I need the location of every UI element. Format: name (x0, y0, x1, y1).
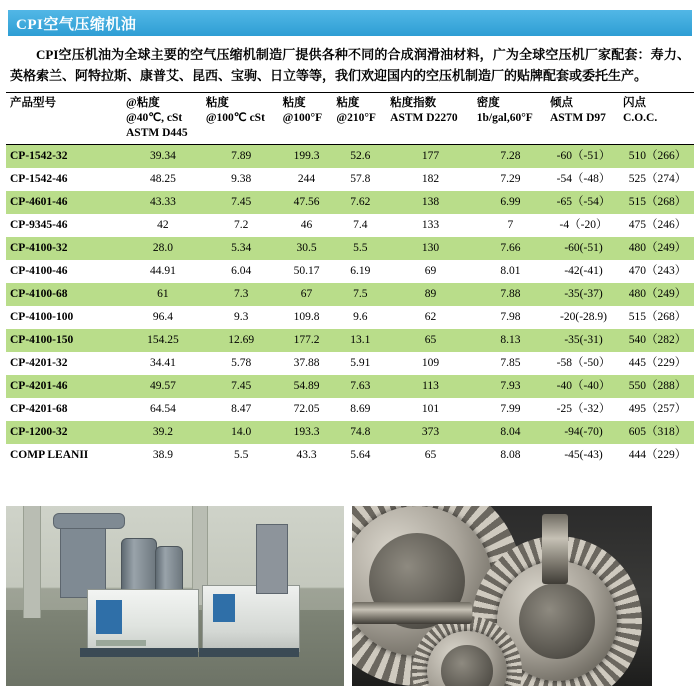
cell-visc-index: 182 (386, 168, 473, 191)
cell-visc-40c: 44.91 (122, 260, 202, 283)
cell-flash-point: 495（257） (619, 398, 694, 421)
column-header-line2: C.O.C. (623, 112, 658, 124)
column-header-line2: 1b/gal,60°F (476, 112, 533, 124)
cell-model: CP-4601-46 (6, 191, 122, 214)
cell-model: CP-4100-150 (6, 329, 122, 352)
cell-visc-index: 109 (386, 352, 473, 375)
cell-visc-40c: 49.57 (122, 375, 202, 398)
cell-model: CP-4100-46 (6, 260, 122, 283)
column-header-line3: ASTM D445 (126, 127, 188, 139)
intro-paragraph: CPI空压机油为全球主要的空气压缩机制造厂提供各种不同的合成润滑油材料，广为全球空压机厂家配套：寿力、英格索兰、阿特拉斯、康普艾、昆西、宝驹、日立等等，我们欢迎国内的空压机制造厂的贴牌配套或委托生产。 (10, 47, 690, 83)
cell-visc-100f: 193.3 (279, 421, 333, 444)
cell-visc-40c: 38.9 (122, 444, 202, 467)
cell-visc-index: 133 (386, 214, 473, 237)
cell-flash-point: 515（268） (619, 191, 694, 214)
cell-visc-100c: 7.2 (202, 214, 279, 237)
wall-pillar (23, 506, 41, 618)
compressor-cabinet (87, 589, 199, 652)
spec-table (6, 92, 694, 467)
cell-visc-210f: 6.19 (332, 260, 386, 283)
cell-density: 8.04 (473, 421, 546, 444)
cell-flash-point: 510（266） (619, 145, 694, 169)
cell-visc-100f: 30.5 (279, 237, 333, 260)
cell-visc-index: 69 (386, 260, 473, 283)
table-row (6, 145, 694, 169)
table-row (6, 191, 694, 214)
cell-visc-100f: 67 (279, 283, 333, 306)
column-header-line1: 粘度 (205, 97, 229, 109)
cell-pour-point: -42(-41) (546, 260, 619, 283)
cell-visc-index: 177 (386, 145, 473, 169)
cell-visc-100c: 5.34 (202, 237, 279, 260)
column-header-viscosity-100f (279, 93, 333, 145)
cell-flash-point: 445（229） (619, 352, 694, 375)
cell-visc-40c: 43.33 (122, 191, 202, 214)
cell-visc-index: 101 (386, 398, 473, 421)
column-header-line1: 粘度指数 (390, 97, 437, 109)
cell-visc-index: 65 (386, 444, 473, 467)
column-header-line2: @40℃, cSt (126, 112, 183, 124)
cell-flash-point: 480（249） (619, 283, 694, 306)
column-header-flash-point (619, 93, 694, 145)
cell-pour-point: -45(-43) (546, 444, 619, 467)
cell-visc-100c: 8.47 (202, 398, 279, 421)
cell-visc-100c: 7.45 (202, 375, 279, 398)
cell-density: 8.13 (473, 329, 546, 352)
cell-model: CP-4201-32 (6, 352, 122, 375)
cell-flash-point: 470（243） (619, 260, 694, 283)
cell-visc-210f: 74.8 (332, 421, 386, 444)
column-header-line2: ASTM D97 (549, 112, 606, 124)
cell-model: COMP LEANII (6, 444, 122, 467)
cell-visc-100f: 177.2 (279, 329, 333, 352)
cell-pour-point: -25（-32） (546, 398, 619, 421)
cell-visc-210f: 13.1 (332, 329, 386, 352)
cell-model: CP-1200-32 (6, 421, 122, 444)
cell-pour-point: -35(-31) (546, 329, 619, 352)
table-header-row (6, 93, 694, 145)
cell-flash-point: 444（229） (619, 444, 694, 467)
cell-visc-index: 373 (386, 421, 473, 444)
cell-visc-100f: 46 (279, 214, 333, 237)
cell-visc-100f: 109.8 (279, 306, 333, 329)
compressor-cabinet-secondary (202, 585, 300, 652)
cell-visc-100c: 9.38 (202, 168, 279, 191)
cell-density: 7.88 (473, 283, 546, 306)
cell-visc-100c: 5.5 (202, 444, 279, 467)
table-row (6, 214, 694, 237)
cell-density: 7.93 (473, 375, 546, 398)
column-header-line1: 密度 (476, 97, 500, 109)
page-title: CPI空气压缩机油 (16, 16, 137, 33)
column-header-line2: @100℃ cSt (205, 112, 265, 124)
cell-visc-210f: 7.63 (332, 375, 386, 398)
cell-visc-100c: 5.78 (202, 352, 279, 375)
gear-scene (352, 506, 652, 686)
table-row (6, 329, 694, 352)
cell-visc-210f: 7.62 (332, 191, 386, 214)
cell-density: 7.85 (473, 352, 546, 375)
cell-density: 7.98 (473, 306, 546, 329)
table-row (6, 260, 694, 283)
table-row (6, 375, 694, 398)
cell-pour-point: -94(-70) (546, 421, 619, 444)
spec-table-body (6, 145, 694, 468)
compressor-scene (6, 506, 344, 686)
cell-visc-210f: 57.8 (332, 168, 386, 191)
machine-base (80, 648, 198, 657)
cell-flash-point: 540（282） (619, 329, 694, 352)
column-header-line1: 产品型号 (10, 97, 56, 109)
cell-density: 7 (473, 214, 546, 237)
column-header-model (6, 93, 122, 145)
column-header-viscosity-40c (122, 93, 202, 145)
cell-visc-100c: 7.45 (202, 191, 279, 214)
cell-model: CP-4100-68 (6, 283, 122, 306)
column-header-line1: 倾点 (549, 97, 573, 109)
cell-model: CP-4201-68 (6, 398, 122, 421)
cell-pour-point: -60（-51） (546, 145, 619, 169)
cell-density: 7.29 (473, 168, 546, 191)
cell-visc-100f: 54.89 (279, 375, 333, 398)
cell-model: CP-1542-32 (6, 145, 122, 169)
cell-visc-100c: 7.89 (202, 145, 279, 169)
cell-density: 6.99 (473, 191, 546, 214)
cell-pour-point: -4（-20） (546, 214, 619, 237)
air-duct (256, 524, 288, 594)
cell-model: CP-4100-100 (6, 306, 122, 329)
cell-visc-40c: 39.34 (122, 145, 202, 169)
photo-row (6, 506, 694, 686)
cell-visc-40c: 96.4 (122, 306, 202, 329)
table-row (6, 237, 694, 260)
drive-shaft (352, 602, 472, 624)
table-row (6, 283, 694, 306)
cell-visc-40c: 64.54 (122, 398, 202, 421)
cell-visc-index: 130 (386, 237, 473, 260)
cell-visc-210f: 9.6 (332, 306, 386, 329)
column-header-line1: 闪点 (623, 97, 647, 109)
table-row (6, 306, 694, 329)
cell-visc-210f: 7.4 (332, 214, 386, 237)
cell-visc-100c: 14.0 (202, 421, 279, 444)
cell-visc-210f: 52.6 (332, 145, 386, 169)
cell-visc-210f: 5.91 (332, 352, 386, 375)
cell-model: CP-9345-46 (6, 214, 122, 237)
column-header-line1: 粘度 (282, 97, 306, 109)
cabinet-vent (96, 640, 146, 646)
cell-visc-40c: 28.0 (122, 237, 202, 260)
cell-pour-point: -20(-28.9) (546, 306, 619, 329)
table-row (6, 352, 694, 375)
cell-visc-210f: 7.5 (332, 283, 386, 306)
cell-visc-100f: 199.3 (279, 145, 333, 169)
column-header-pour-point (546, 93, 619, 145)
industrial-gears-photo (352, 506, 652, 686)
column-header-line2: ASTM D2270 (390, 112, 458, 124)
cell-visc-210f: 5.64 (332, 444, 386, 467)
cell-flash-point: 525（274） (619, 168, 694, 191)
table-row (6, 168, 694, 191)
air-compressor-unit-photo (6, 506, 344, 686)
cell-pour-point: -58（-50） (546, 352, 619, 375)
cell-visc-index: 138 (386, 191, 473, 214)
control-panel (96, 600, 122, 634)
spec-table-wrapper (6, 92, 694, 467)
page-title-bar (8, 10, 692, 36)
table-row (6, 444, 694, 467)
machine-base (199, 648, 299, 657)
cell-pour-point: -54（-48） (546, 168, 619, 191)
cell-visc-40c: 42 (122, 214, 202, 237)
cell-visc-100f: 50.17 (279, 260, 333, 283)
cell-flash-point: 475（246） (619, 214, 694, 237)
spec-table-head (6, 93, 694, 145)
cell-visc-100c: 9.3 (202, 306, 279, 329)
column-header-viscosity-100c (202, 93, 279, 145)
cell-visc-210f: 5.5 (332, 237, 386, 260)
cell-pour-point: -35(-37) (546, 283, 619, 306)
cell-visc-100c: 6.04 (202, 260, 279, 283)
cell-visc-100c: 12.69 (202, 329, 279, 352)
cell-model: CP-4201-46 (6, 375, 122, 398)
cell-pour-point: -60(-51) (546, 237, 619, 260)
product-page (0, 10, 700, 694)
column-header-viscosity-index (386, 93, 473, 145)
drive-shaft (542, 514, 568, 584)
cell-density: 7.28 (473, 145, 546, 169)
cell-visc-100f: 244 (279, 168, 333, 191)
cell-visc-100f: 43.3 (279, 444, 333, 467)
cell-flash-point: 480（249） (619, 237, 694, 260)
column-header-line2: @210°F (336, 112, 376, 124)
cell-visc-index: 62 (386, 306, 473, 329)
cell-visc-40c: 34.41 (122, 352, 202, 375)
cell-density: 7.66 (473, 237, 546, 260)
cell-visc-index: 113 (386, 375, 473, 398)
cell-visc-40c: 39.2 (122, 421, 202, 444)
cell-visc-40c: 154.25 (122, 329, 202, 352)
table-row (6, 421, 694, 444)
cell-visc-100f: 47.56 (279, 191, 333, 214)
column-header-line1: @粘度 (126, 97, 160, 109)
column-header-density (473, 93, 546, 145)
cell-pour-point: -40（-40） (546, 375, 619, 398)
cell-density: 7.99 (473, 398, 546, 421)
air-duct-elbow (53, 513, 125, 529)
cell-flash-point: 550（288） (619, 375, 694, 398)
cell-visc-100c: 7.3 (202, 283, 279, 306)
column-header-viscosity-210f (332, 93, 386, 145)
cell-flash-point: 605（318） (619, 421, 694, 444)
table-row (6, 398, 694, 421)
control-panel (213, 594, 235, 622)
column-header-line2: @100°F (282, 112, 323, 124)
cell-visc-40c: 61 (122, 283, 202, 306)
cell-pour-point: -65（-54） (546, 191, 619, 214)
cell-visc-index: 89 (386, 283, 473, 306)
cell-visc-100f: 37.88 (279, 352, 333, 375)
cell-visc-100f: 72.05 (279, 398, 333, 421)
cell-visc-210f: 8.69 (332, 398, 386, 421)
cell-model: CP-1542-46 (6, 168, 122, 191)
cell-density: 8.08 (473, 444, 546, 467)
cell-visc-index: 65 (386, 329, 473, 352)
column-header-line1: 粘度 (336, 97, 360, 109)
cell-flash-point: 515（268） (619, 306, 694, 329)
cell-visc-40c: 48.25 (122, 168, 202, 191)
cell-density: 8.01 (473, 260, 546, 283)
cell-model: CP-4100-32 (6, 237, 122, 260)
